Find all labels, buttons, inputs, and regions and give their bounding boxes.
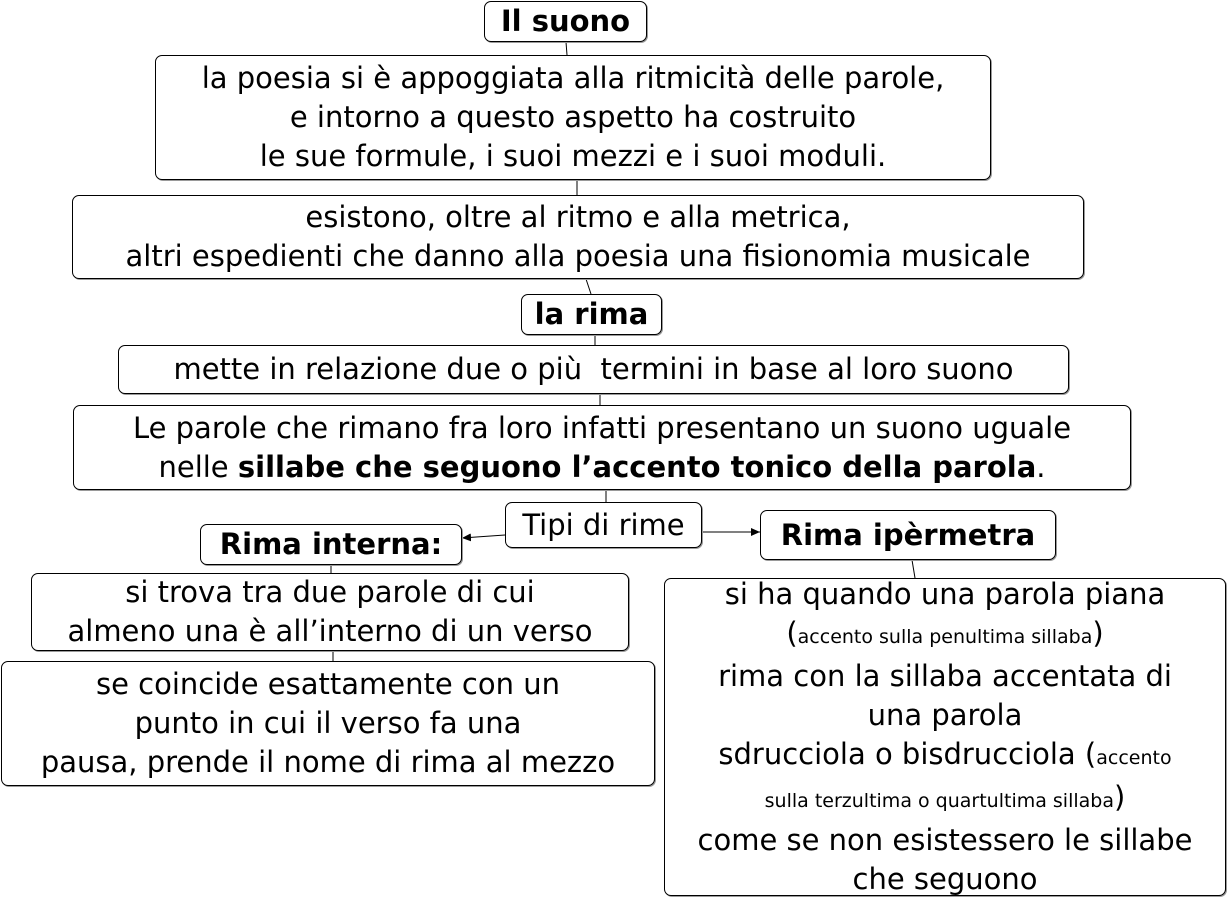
node-ipermetra-line: una parola bbox=[867, 698, 1023, 732]
node-la-rima bbox=[521, 294, 662, 335]
node-parole-post: . bbox=[1036, 449, 1046, 484]
node-mezzo-desc bbox=[1, 661, 655, 786]
node-tipi-di-rime bbox=[505, 502, 702, 548]
node-tipi-text: Tipi di rime bbox=[522, 507, 685, 542]
node-espedienti-line: esistono, oltre al ritmo e alla metrica, bbox=[305, 200, 851, 234]
note-small: accento sulla penultima sillaba bbox=[797, 626, 1093, 648]
arrow-tipi-interna bbox=[462, 535, 505, 538]
node-interna-desc-line: almeno una è all’interno di un verso bbox=[67, 614, 593, 648]
node-il-suono-text: Il suono bbox=[500, 4, 631, 38]
node-ipermetra-line: come se non esistessero le sillabe bbox=[697, 823, 1193, 857]
node-mezzo-desc-line: punto in cui il verso fa una bbox=[134, 706, 522, 740]
node-ipermetra-line: si ha quando una parola piana bbox=[724, 577, 1166, 611]
node-ipermetra-line bbox=[765, 778, 1126, 821]
paren: ) bbox=[1092, 616, 1104, 650]
node-ipermetra-line: rima con la sillaba accentata di bbox=[718, 659, 1172, 693]
node-poesia bbox=[155, 55, 991, 180]
node-parole-pre: nelle bbox=[158, 449, 238, 484]
node-ipermetra-text: sdrucciola o bisdrucciola ( bbox=[718, 737, 1097, 771]
node-espedienti bbox=[72, 195, 1084, 279]
note-small: sulla terzultima o quartultima sillaba bbox=[764, 790, 1114, 812]
node-ipermetra-line: che seguono bbox=[852, 862, 1038, 896]
node-ipermetra-desc bbox=[664, 578, 1226, 896]
node-espedienti-line: altri espedienti che danno alla poesia una fisionomia musicale bbox=[125, 239, 1031, 273]
node-il-suono bbox=[484, 1, 647, 42]
node-ipermetra-line bbox=[718, 735, 1171, 778]
node-interna-desc bbox=[31, 573, 629, 651]
node-rima-interna-text: Rima interna: bbox=[219, 527, 443, 561]
node-rima-ipermetra bbox=[760, 510, 1056, 560]
node-mezzo-desc-line: pausa, prende il nome di rima al mezzo bbox=[40, 745, 616, 779]
node-mezzo-desc-line: se coincide esattamente con un bbox=[96, 667, 560, 701]
node-poesia-line: le sue formule, i suoi mezzi e i suoi moduli. bbox=[259, 139, 887, 173]
note-small: accento bbox=[1096, 747, 1172, 769]
node-rima-ipermetra-text: Rima ipèrmetra bbox=[780, 517, 1036, 552]
paren: ) bbox=[1114, 780, 1126, 814]
node-relazione bbox=[118, 345, 1069, 394]
node-parole-line bbox=[158, 448, 1045, 487]
node-relazione-text: mette in relazione due o più termini in base al loro suono bbox=[173, 352, 1014, 386]
node-poesia-line: la poesia si è appoggiata alla ritmicità delle parole, bbox=[201, 61, 945, 95]
node-parole bbox=[73, 405, 1131, 490]
node-rima-interna bbox=[200, 524, 462, 565]
node-interna-desc-line: si trova tra due parole di cui bbox=[125, 575, 535, 609]
node-parole-line: Le parole che rimano fra loro infatti presentano un suono uguale bbox=[132, 410, 1072, 445]
node-poesia-line: e intorno a questo aspetto ha costruito bbox=[289, 100, 857, 134]
node-la-rima-text: la rima bbox=[534, 297, 649, 331]
link-suono-poesia bbox=[566, 42, 567, 55]
paren: ( bbox=[786, 616, 798, 650]
node-ipermetra-line bbox=[786, 614, 1103, 657]
node-parole-bold: sillabe che seguono l’accento tonico della parola bbox=[237, 449, 1037, 484]
link-espedienti-rima bbox=[586, 279, 591, 294]
